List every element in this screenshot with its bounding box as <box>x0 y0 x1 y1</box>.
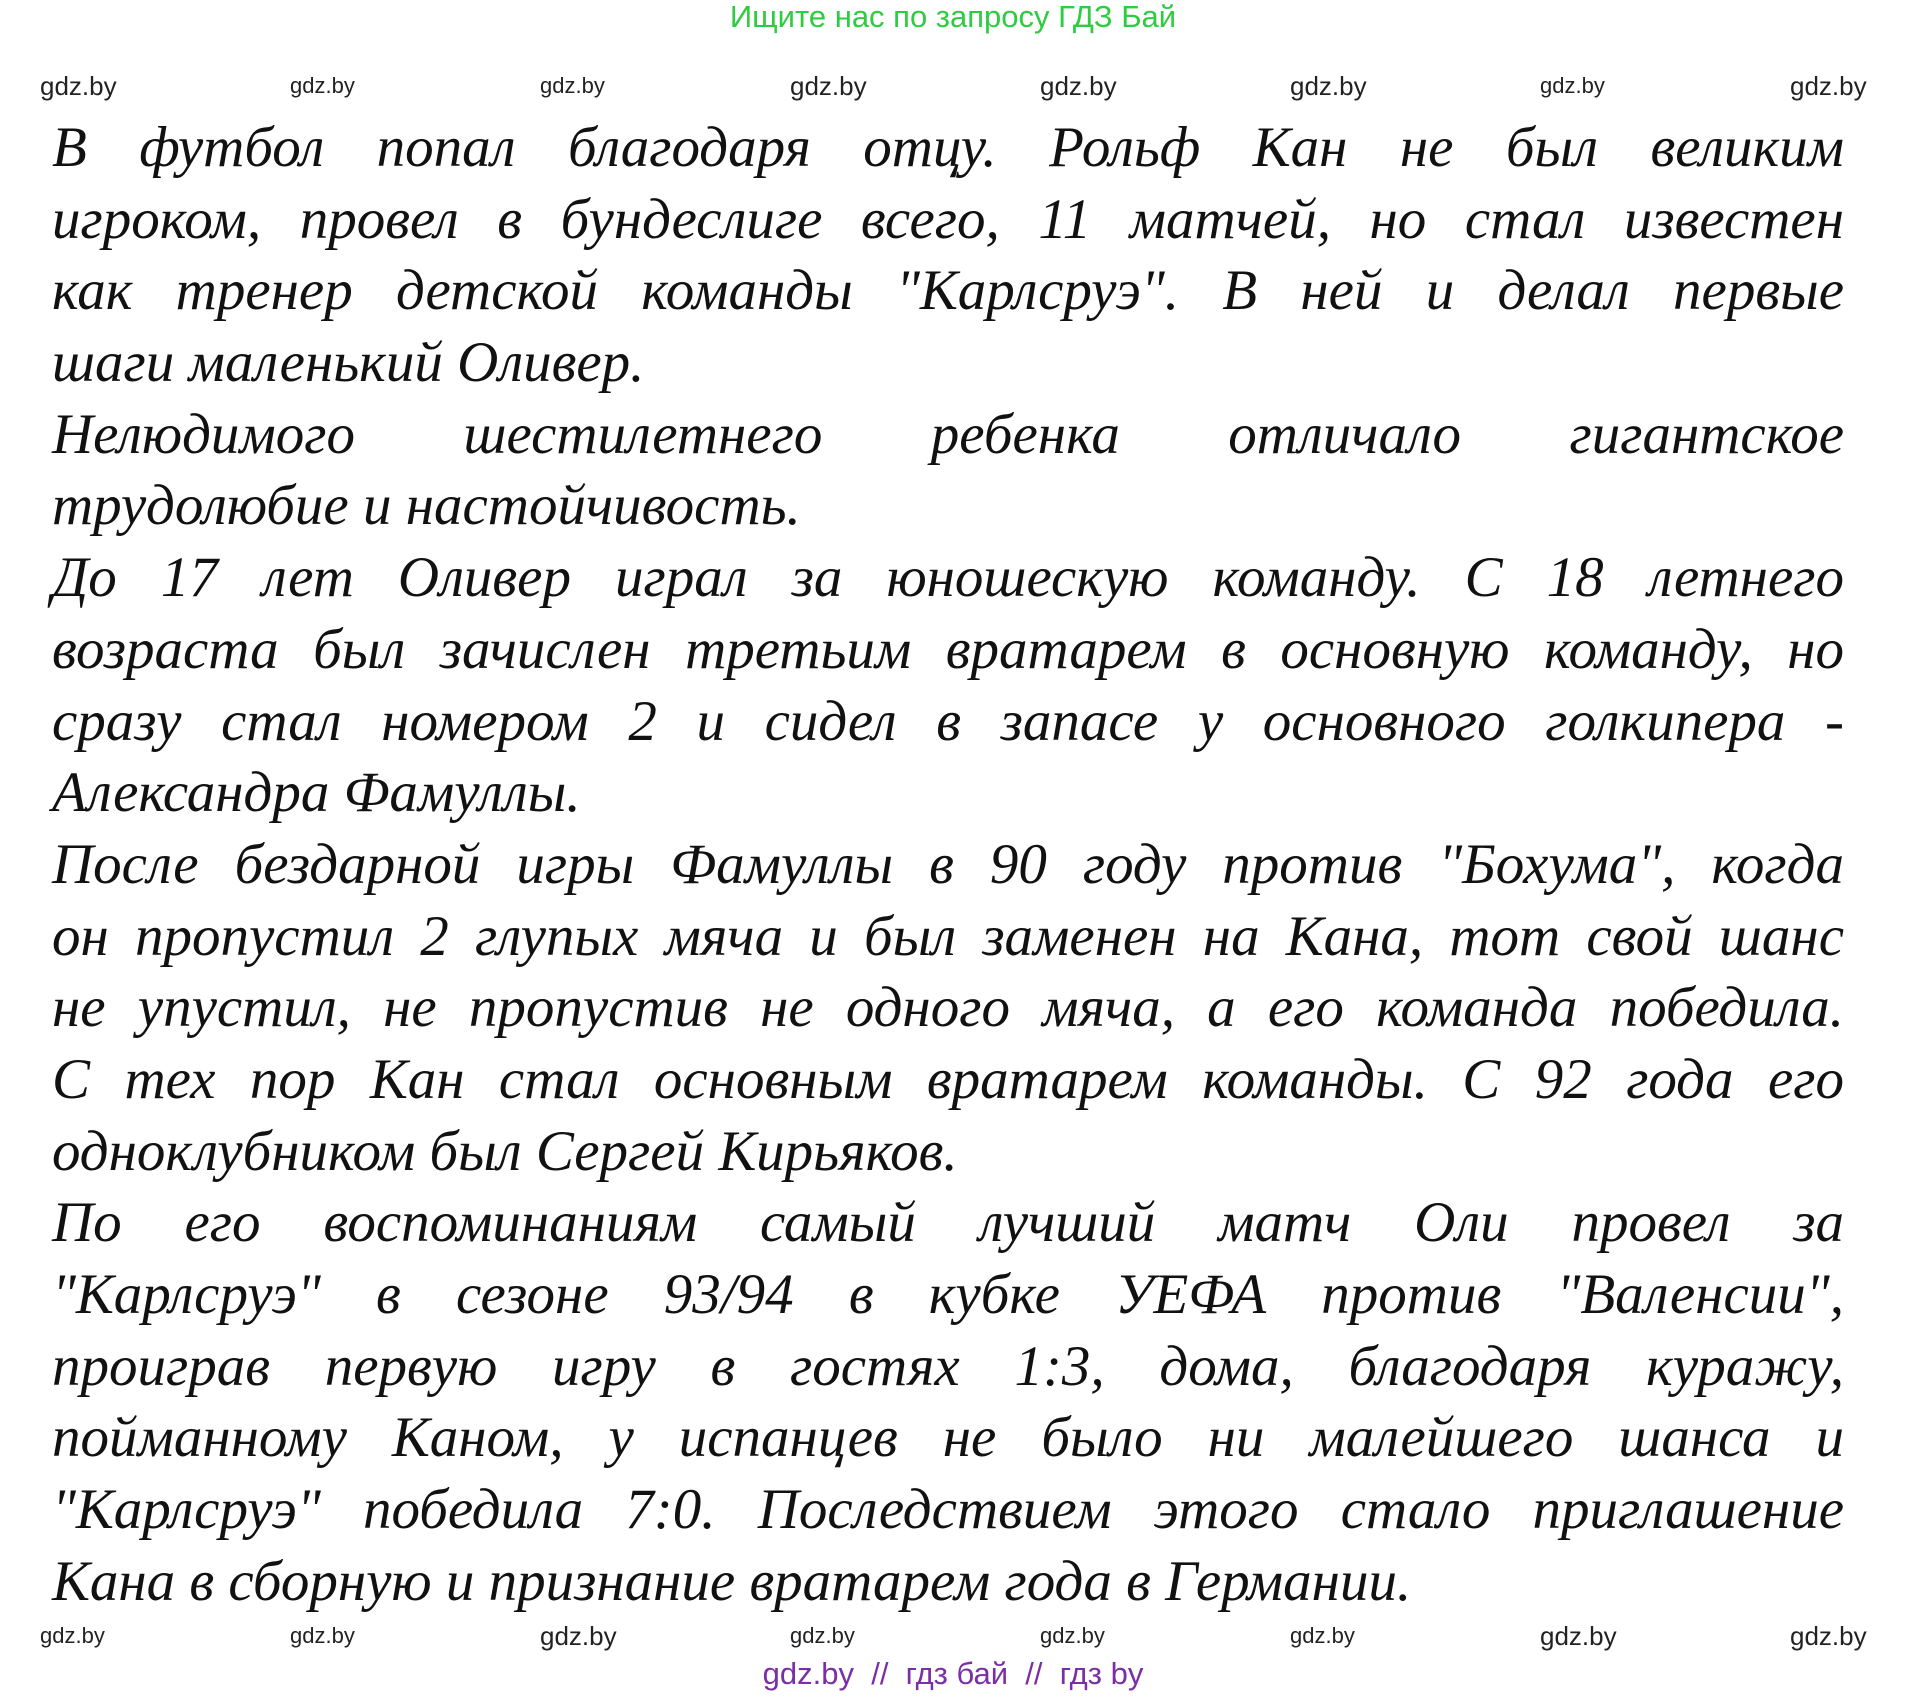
watermark: gdz.by <box>790 1623 855 1648</box>
watermark: gdz.by <box>40 1623 105 1648</box>
footer-links: gdz.by // гдз бай // гдз by <box>762 1656 1144 1691</box>
text-line: "Карлсруэ" победила 7:0. Последствием этого стало приглашение <box>52 1478 1844 1542</box>
text-line: проиграв первую игру в гостях 1:3, дома, благодаря куражу, <box>52 1334 1844 1398</box>
watermark: gdz.by <box>1040 71 1117 101</box>
text-line: Нелюдимого шестилетнего ребенка отличало гигантское <box>52 402 1844 466</box>
text-line: игроком, провел в бундеслиге всего, 11 матчей, но стал известен <box>52 187 1844 251</box>
text-line: как тренер детской команды "Карлсруэ". В ней и делал первые <box>52 259 1844 323</box>
text-line: В футбол попал благодаря отцу. Рольф Кан не был великим <box>52 116 1844 179</box>
watermark: gdz.by <box>40 71 117 101</box>
text-line: трудолюбие и настойчивость. <box>52 474 801 538</box>
text-line: одноклубником был Сергей Кирьяков. <box>52 1119 958 1183</box>
text-line: Александра Фамуллы. <box>52 761 581 825</box>
watermark: gdz.by <box>290 1623 355 1648</box>
document-body <box>52 112 1844 1617</box>
text-line: сразу стал номером 2 и сидел в запасе у основного голкипера - <box>52 689 1844 753</box>
watermark: gdz.by <box>1790 1621 1867 1651</box>
watermark: gdz.by <box>790 71 867 101</box>
text-line: пойманному Каном, у испанцев не было ни малейшего шанса и <box>52 1406 1844 1470</box>
watermark: gdz.by <box>290 73 355 98</box>
text-line: До 17 лет Оливер играл за юношескую команду. С 18 летнего <box>52 546 1844 610</box>
watermark: gdz.by <box>1540 1621 1617 1651</box>
text-line: шаги маленький Оливер. <box>52 331 645 395</box>
text-line: После бездарной игры Фамуллы в 90 году против "Бохума", когда <box>52 832 1844 896</box>
watermark: gdz.by <box>1540 73 1605 98</box>
text-line: возраста был зачислен третьим вратарем в основную команду, но <box>52 617 1844 681</box>
search-banner: Ищите нас по запросу ГДЗ Бай <box>729 0 1177 34</box>
watermark: gdz.by <box>1290 71 1367 101</box>
text-line: не упустил, не пропустив не одного мяча, а его команда победила. <box>52 976 1844 1040</box>
text-line: он пропустил 2 глупых мяча и был заменен на Кана, тот свой шанс <box>52 904 1844 968</box>
text-line: По его воспоминаниям самый лучший матч Оли провел за <box>52 1191 1844 1255</box>
watermark: gdz.by <box>1790 71 1867 101</box>
text-line: Кана в сборную и признание вратарем года в Германии. <box>52 1549 1412 1613</box>
watermark: gdz.by <box>540 73 605 98</box>
watermark: gdz.by <box>540 1621 617 1651</box>
watermark: gdz.by <box>1290 1623 1355 1648</box>
text-line: "Карлсруэ" в сезоне 93/94 в кубке УЕФА против "Валенсии", <box>52 1263 1844 1326</box>
watermark: gdz.by <box>1040 1623 1105 1648</box>
text-line: С тех пор Кан стал основным вратарем команды. С 92 года его <box>52 1047 1844 1111</box>
